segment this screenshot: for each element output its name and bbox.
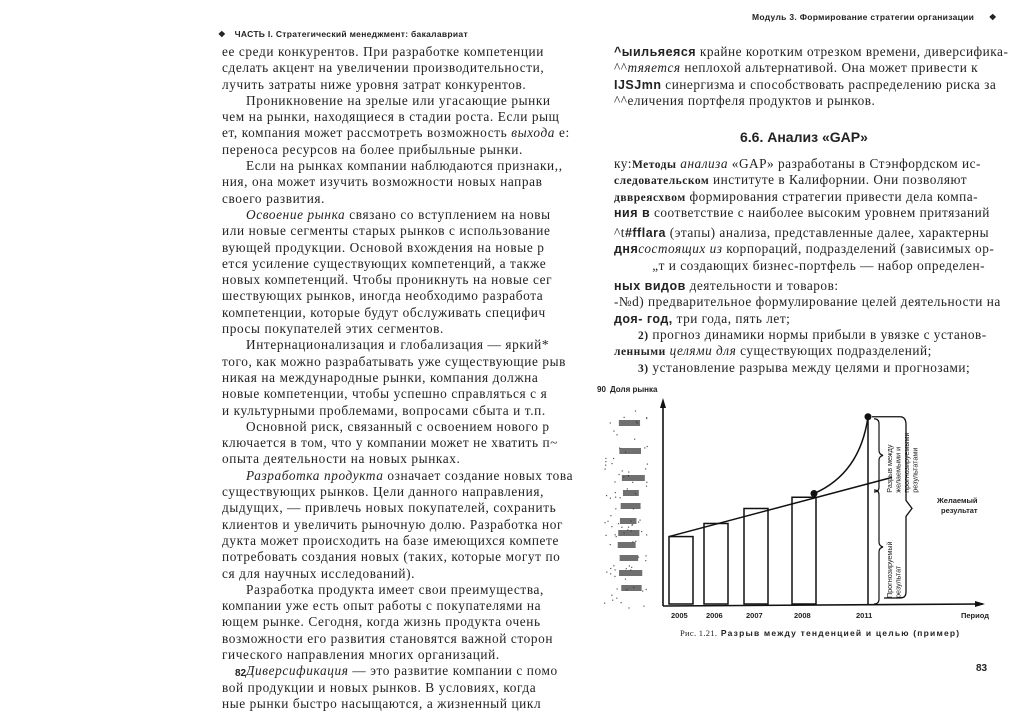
x-tick-label-2011: 2011 [856,611,873,620]
text-line [222,566,582,582]
gap-chart-svg [595,380,1024,630]
scan-noise [642,590,643,591]
text-line [222,109,582,125]
scan-noise [616,434,617,435]
text-line [222,337,582,353]
italic-term: Диверсификация [246,663,349,679]
line-text: институте в Калифорнии. Они позволяют [709,172,968,188]
bold-fragment: ния в [614,205,651,220]
scan-noise [646,482,647,483]
scan-noise [616,598,617,599]
scan-noise [610,544,611,545]
text-line [222,582,582,598]
scan-noise [613,565,614,566]
scan-noise [618,523,619,524]
line-text: формирования стратегии привести дела компа- [685,188,979,204]
scan-noise [604,603,605,604]
bold-fragment: ^ыильяеяся [614,45,697,59]
scan-noise [605,461,606,462]
text-line [222,598,582,614]
scan-noise [606,572,607,573]
right-body-text [614,156,1014,376]
bold-fragment: следовательском [614,175,710,188]
text-line [222,272,582,288]
scan-noise [621,527,622,528]
line-text: ^^еличения портфеля продуктов и рынков. [614,92,876,108]
scan-noise [615,497,616,498]
scan-noise [626,568,627,569]
y-tick-label-smudge [619,420,640,426]
scan-noise [611,595,612,596]
forecast-annotation-line: Прогнозируемый [885,541,894,598]
y-tick-label-smudge [618,530,639,536]
line-text: Проникновение на зрелые или угасающие рынки [246,92,551,108]
gap-annotation-line: Разрыв между [885,444,894,493]
left-body-text [222,44,582,712]
line-text: деятельности и товаров: [685,278,839,294]
text-line [222,158,582,174]
text-line [614,172,1014,188]
scan-noise [646,417,647,418]
gap-annotation [885,433,920,493]
gap-brace [874,419,883,492]
running-head-text: Модуль 3. Формирование стратегии организации [752,12,975,22]
line-text: е: [555,125,570,141]
line-text: ется усиление существующих компетенций, а также [222,255,547,271]
text-line [614,60,1014,76]
text-line [614,360,1014,376]
text-line [614,189,1014,205]
x-tick-label-2008: 2008 [794,611,811,620]
text-line [222,435,582,451]
scan-noise [625,579,626,580]
text-line [222,647,582,663]
bold-fragment: 2) [638,329,649,342]
scan-noise [605,535,606,536]
x-tick-label-2007: 2007 [746,611,763,620]
gap-annotation-line: желаемыми и [893,446,903,493]
bold-fragment: ных видов [614,279,686,294]
ornament-icon: ❖ [988,12,997,22]
line-text: ^t [614,225,625,241]
line-text: Разработка продукта имеет свои преимущества, [246,581,544,597]
text-line [222,631,582,647]
scan-noise [646,589,647,590]
gap-annotation-line: прогнозируемыми [902,432,911,493]
line-text: ные рынки быстро насыщаются, а жизненный цикл [222,695,542,711]
text-line [222,370,582,386]
bold-fragment: IJSJmn [614,77,662,92]
x-axis-label: Период [961,611,989,620]
line-text: корпораций, [722,241,806,257]
text-line [614,93,1014,109]
scan-noise [631,567,632,568]
line-text: Если на рынках компании наблюдаются признаки,, [246,158,563,174]
y-axis-arrow [660,398,666,408]
y-tick-label-smudge [620,555,638,561]
text-line [222,44,582,60]
target-curve [814,417,868,494]
right-running-head [752,12,997,23]
scan-noise [619,474,620,475]
y-axis-label: Доля рынка [610,385,658,394]
gap-annotation-line: результатами [910,447,920,493]
scan-noise [647,446,648,447]
caption-prefix: Рис. 1.21. [680,628,718,638]
scan-noise [644,447,645,448]
y-tick-label-smudge [623,490,639,496]
scan-noise [635,541,636,542]
line-text: или новые сегменты старых рынков с использование [222,223,551,239]
text-line [614,294,1014,310]
y-tick-label-smudge [621,503,641,509]
running-head-text: ЧАСТЬ I. Стратегический менеджмент: бакалавриат [234,29,468,39]
text-line [222,93,582,109]
y-tick-label-smudge [622,475,645,481]
text-line [222,207,582,223]
scan-noise [610,573,611,574]
text-line [614,205,1014,221]
bold-fragment: доя- год, [614,311,673,326]
text-line [222,77,582,93]
text-line [222,451,582,467]
x-tick-label-2006: 2006 [706,611,723,620]
line-text: неплохой альтернативой. Она может привести к [680,60,979,76]
text-line [222,386,582,402]
bar-2005 [669,537,693,604]
line-text: ^^ [614,60,628,76]
curve-end-point [865,413,872,420]
right-body-text-top [614,44,1014,109]
line-text: крайне коротким отрезком времени, диверсифика- [696,44,1009,59]
scan-noise [624,417,625,418]
bar-2006 [704,523,728,604]
italic-term: тяяется [627,60,681,76]
y-tick-label-smudge [620,518,637,524]
scan-noise [641,531,642,532]
text-line [222,256,582,272]
italic-term: целями для [665,343,737,359]
bold-fragment: ленными [614,346,666,359]
y-tick-label-smudge [621,585,641,591]
line-text: синергизма и способствовать распределению риска за [661,76,997,92]
line-text: установление разрыва между целями и прогнозами; [648,359,971,375]
scan-noise [613,430,614,431]
forecast-annotation-line: результат [893,565,903,598]
line-text: прогноз динамики нормы прибыли в увязке с установ- [648,326,987,342]
text-line [222,500,582,516]
text-line [222,305,582,321]
bold-fragment: дня [614,242,639,257]
line-text: существующих рынков. Цели данного направления, [222,484,544,500]
gap-chart [595,380,1024,630]
scan-noise [620,497,621,498]
y-tick-label-smudge [619,570,642,576]
scan-noise [611,526,612,527]
scan-noise [634,439,635,440]
scan-noise [621,602,622,603]
text-line [222,223,582,239]
text-line [222,142,582,158]
scan-noise [610,422,611,423]
scan-noise [612,600,613,601]
scan-noise [606,495,607,496]
ornament-icon: ❖ [218,29,226,39]
text-line [222,484,582,500]
text-line [222,680,582,696]
line-text: «GAP» разработаны в Стэнфордском ис- [727,156,981,171]
line-text: ся для научных исследований). [222,565,416,581]
text-line [222,321,582,337]
text-line [222,174,582,190]
italic-term: Разработка продукта [246,467,384,483]
scan-noise [610,568,611,569]
line-text: ключается в том, что у компании может не хватить п~ [222,435,559,451]
text-line [222,696,582,712]
section-heading: 6.6. Анализ «GAP» [740,129,868,145]
line-text: того, как можно разрабатывать уже существующие рыв [222,353,567,369]
scan-noise [647,464,648,465]
line-text: ку: [614,156,632,171]
bold-fragment: дввреясхвом [614,191,686,204]
scan-noise [616,536,617,537]
text-line [614,327,1014,343]
line-text: шествующих рынков, иногда необходимо разработа [222,288,544,304]
scan-noise [604,522,605,523]
text-line [222,614,582,630]
text-line [614,311,1014,327]
desired-annotation-line: Желаемый [937,496,978,505]
text-line [222,288,582,304]
line-text: новые компетенции, чтобы успешно справляться с я [222,386,548,402]
italic-term: Освоение рынка [246,206,346,222]
text-line [614,44,1014,60]
forecast-brace [874,490,883,604]
line-text: и создающих бизнес-портфель — набор определен- [664,257,986,273]
line-text: вующей продукции. Основой вхождения на новые р [222,239,545,255]
text-line [222,240,582,256]
scan-noise [628,527,629,528]
line-text: вой продукции и новых рынков. В условиях, когда [222,679,537,695]
bold-fragment: Методы [631,159,677,171]
scan-noise [638,522,639,523]
curve-start-point [811,490,818,497]
line-text: соответствие с наиболее высоким уровнем притязаний [650,204,990,220]
italic-term: выхода [511,125,556,141]
scan-noise [628,607,629,608]
line-text: означает создание новых това [383,467,574,483]
line-text: компании уже есть опыт работы с покупателями на [222,598,542,614]
line-text: гического направления многих организаций. [222,646,500,662]
line-text: своего развития. [222,190,326,206]
line-text: компетенции, которые будут обслуживать специфич [222,304,546,320]
line-text: существующих подразделений; [736,343,932,359]
line-text: и культурными проблемами, вопросами сбыта и т.п. [222,402,546,418]
line-text: Основной риск, связанный с освоением нового р [246,418,550,434]
text-line [222,419,582,435]
line-text: ющем рынке. Сегодня, когда жизнь продукта очень [222,614,541,630]
page-number-right: 83 [976,663,988,674]
page-number-left: 82 [235,668,247,679]
left-running-head [218,29,468,40]
scan-noise [615,508,616,509]
scan-noise [610,498,611,499]
x-axis-arrow [975,601,985,607]
text-line [222,663,582,679]
line-text: потребовать создания новых (таких, которые могут по [222,549,561,565]
scan-noise [605,465,606,466]
text-line [614,343,1014,359]
scan-noise [611,463,612,464]
text-line [614,258,1014,274]
y-axis-prefix: 90 [597,385,606,394]
scan-noise [643,606,644,607]
scan-noise [628,471,629,472]
line-text: возможности его развития становятся важной сторон [222,630,554,646]
line-text: переноса ресурсов на более прибыльные рынки. [222,141,523,157]
line-text: лучить затраты ниже уровня затрат конкурентов. [222,76,527,92]
line-text: ет, компания может рассмотреть возможность [222,125,512,141]
scan-noise [632,482,633,483]
text-line [222,403,582,419]
text-line [614,278,1014,294]
bar-2007 [744,508,768,604]
line-text: клиентов и увеличить рыночную долю. Разработка ног [222,516,564,532]
scan-noise [622,470,623,471]
scan-noise [613,458,614,459]
text-line [222,468,582,484]
scan-noise [605,458,606,459]
line-text: — это развитие компании с помо [348,663,558,679]
scan-noise [617,588,618,589]
text-line [222,191,582,207]
scan-noise [645,468,646,469]
scan-noise [615,492,616,493]
text-line [614,225,1014,241]
text-line [614,156,1014,172]
y-tick-label-smudge [619,448,641,454]
scan-noise [629,565,630,566]
scan-noise [604,469,605,470]
scan-noise [635,410,636,411]
bar-2008 [792,497,816,604]
scan-noise [646,485,647,486]
line-text: дукта может происходить на базе имеющихся компете [222,532,559,548]
line-text: опыта деятельности на новых рынках. [222,451,461,467]
forecast-annotation [885,541,903,598]
line-text: (этапы) анализа, представленные далее, характерны [665,225,990,241]
text-line [222,60,582,76]
italic-term: состоящих из [638,241,723,257]
italic-term: анализа [676,156,728,171]
line-text: чем на рынки, находящиеся в стадии роста. Если рыщ [222,109,560,125]
line-text: дыдущих, — привлечь новых покупателей, сохранить [222,500,557,516]
line-text: -№d) предварительное формулирование целей деятельности на [614,294,1001,310]
text-line [222,517,582,533]
bold-fragment: #fflara [624,226,666,241]
text-line [614,77,1014,93]
line-text: „т [614,257,665,273]
line-text: три года, пять лет; [672,310,791,326]
scan-noise [645,560,646,561]
line-text: новых компетенций. Чтобы проникнуть на новые сег [222,272,553,288]
text-line [614,241,1014,257]
scan-noise [607,521,608,522]
line-text: просы покупателей этих сегментов. [222,321,444,337]
scan-noise [615,534,616,535]
text-line [222,533,582,549]
scan-noise [639,520,640,521]
scan-noise [645,555,646,556]
desired-annotation-line: результат [941,506,978,515]
scan-noise [610,515,611,516]
text-line [222,549,582,565]
scan-noise [614,569,615,570]
line-text: Интернационализация и глобализация — яркий* [246,337,550,353]
line-text: сделать акцент на увеличении производительности, [222,60,545,76]
x-tick-label-2005: 2005 [671,611,688,620]
scan-noise [627,488,628,489]
figure-caption [680,628,960,638]
line-text: никая на международные рынки, компания должна [222,369,539,385]
scan-noise [632,524,633,525]
line-text: подразделений (зависимых ор- [805,241,995,257]
line-text: связано со вступлением на новы [345,206,551,222]
line-text: ния, она может изучить возможности новых направ [222,174,543,190]
scan-noise [614,481,615,482]
caption-text: Разрыв между тенденцией и целью (пример) [720,628,961,638]
scan-noise [646,534,647,535]
text-line [222,354,582,370]
scan-noise [614,576,615,577]
y-tick-label-smudge [618,542,636,548]
bold-fragment: 3) [638,362,649,375]
text-line [222,125,582,141]
trend-line [669,477,892,536]
line-text: ее среди конкурентов. При разработке компетенции [222,44,544,59]
